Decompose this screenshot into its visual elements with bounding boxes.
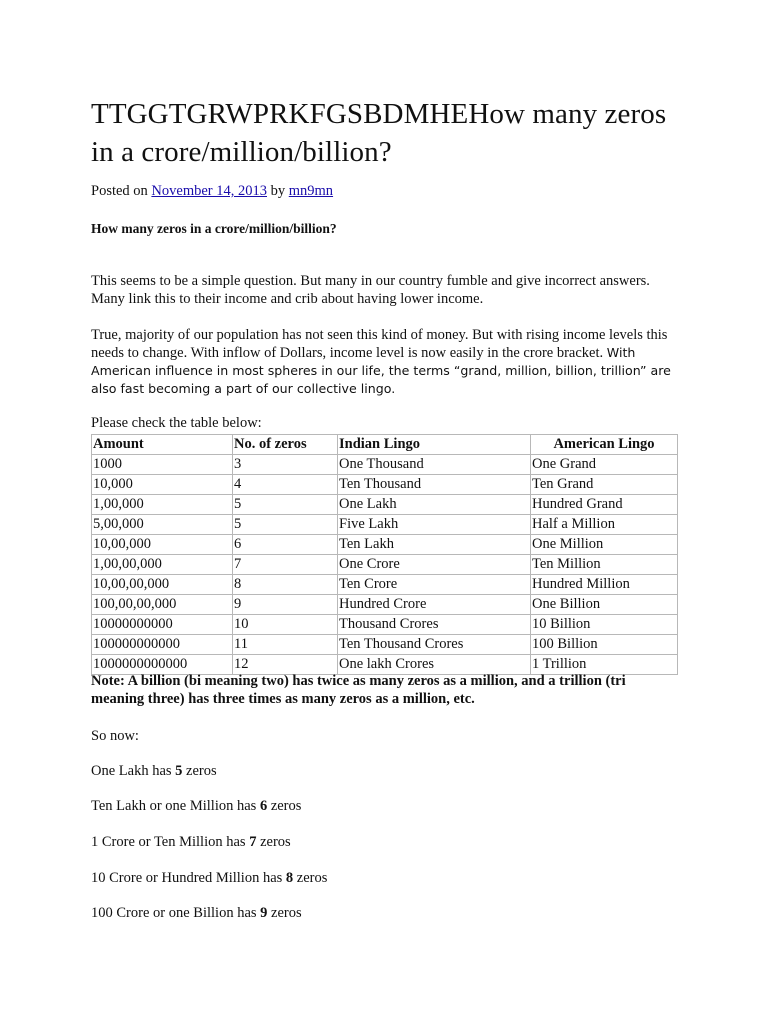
cell-zeros: 6 bbox=[233, 535, 338, 555]
cell-indian-lingo: Five Lakh bbox=[338, 515, 531, 535]
summary-zero-count: 5 bbox=[175, 763, 183, 779]
post-date-link[interactable]: November 14, 2013 bbox=[151, 183, 267, 199]
table-intro: Please check the table below: bbox=[91, 415, 262, 431]
page-title: TTGGTGRWPRKFGSBDMHEHow many zeros in a crore/million/billion? bbox=[91, 98, 667, 168]
summary-text: One Lakh has bbox=[91, 763, 176, 779]
table-header-row bbox=[92, 435, 678, 455]
cell-american-lingo: One Grand bbox=[531, 455, 678, 475]
summary-zero-count: 9 bbox=[260, 905, 268, 921]
cell-american-lingo: Hundred Million bbox=[531, 575, 678, 595]
cell-amount: 5,00,000 bbox=[92, 515, 233, 535]
table-row bbox=[92, 575, 678, 595]
summary-line bbox=[91, 904, 302, 922]
zeros-table bbox=[91, 434, 678, 675]
cell-zeros: 5 bbox=[233, 495, 338, 515]
summary-zero-count: 8 bbox=[285, 870, 294, 886]
intro-paragraph: This seems to be a simple question. But many in our country fumble and give incorrect answers. Many link this to their income and crib about having lower income. bbox=[91, 273, 650, 307]
cell-zeros: 4 bbox=[233, 475, 338, 495]
cell-amount: 10,00,000 bbox=[92, 535, 233, 555]
cell-zeros: 12 bbox=[233, 655, 338, 675]
cell-american-lingo: 10 Billion bbox=[531, 615, 678, 635]
cell-amount: 1,00,00,000 bbox=[92, 555, 233, 575]
post-meta bbox=[91, 182, 333, 200]
header-indian-lingo: Indian Lingo bbox=[338, 435, 531, 455]
cell-indian-lingo: One Crore bbox=[338, 555, 531, 575]
cell-indian-lingo: Ten Thousand bbox=[338, 475, 531, 495]
cell-american-lingo: Half a Million bbox=[531, 515, 678, 535]
cell-zeros: 8 bbox=[233, 575, 338, 595]
summary-suffix: zeros bbox=[267, 798, 302, 814]
cell-american-lingo: 1 Trillion bbox=[531, 655, 678, 675]
summary-text: 1 Crore or Ten Million has bbox=[91, 834, 250, 850]
summary-line bbox=[91, 762, 217, 780]
header-american-lingo: American Lingo bbox=[531, 435, 678, 455]
cell-indian-lingo: One Thousand bbox=[338, 455, 531, 475]
note-text: Note: A billion (bi meaning two) has twice as many zeros as a million, and a trillion (tri meaning three) has three times as many zeros as a million, etc. bbox=[91, 673, 626, 707]
summary-text: 100 Crore or one Billion has bbox=[91, 905, 261, 921]
cell-amount: 1000000000000 bbox=[92, 655, 233, 675]
income-paragraph bbox=[91, 326, 681, 398]
by-label: by bbox=[267, 183, 289, 199]
summary-suffix: zeros bbox=[267, 905, 302, 921]
cell-american-lingo: Ten Million bbox=[531, 555, 678, 575]
so-now-text: So now: bbox=[91, 728, 139, 744]
income-paragraph-sans: With American influence in most spheres in our life, the terms “grand, million, billion, trillion” are also fast becoming a part of our collective lingo. bbox=[91, 345, 671, 396]
summary-line bbox=[91, 797, 301, 815]
table-row bbox=[92, 535, 678, 555]
table-row bbox=[92, 455, 678, 475]
summary-text: Ten Lakh or one Million has bbox=[91, 798, 260, 814]
cell-zeros: 7 bbox=[233, 555, 338, 575]
cell-amount: 1000 bbox=[92, 455, 233, 475]
summary-line bbox=[91, 869, 327, 887]
table-row bbox=[92, 495, 678, 515]
table-row bbox=[92, 555, 678, 575]
cell-zeros: 9 bbox=[233, 595, 338, 615]
cell-zeros: 10 bbox=[233, 615, 338, 635]
cell-amount: 100,00,00,000 bbox=[92, 595, 233, 615]
income-paragraph-serif: True, majority of our population has not seen this kind of money. But with rising income levels this needs to change. With inflow of Dollars, income level is now easily in the crore bracket. bbox=[91, 327, 668, 361]
table-row bbox=[92, 475, 678, 495]
table-row bbox=[92, 515, 678, 535]
summary-suffix: zeros bbox=[182, 763, 217, 779]
cell-indian-lingo: Hundred Crore bbox=[338, 595, 531, 615]
cell-american-lingo: Ten Grand bbox=[531, 475, 678, 495]
summary-zero-count: 7 bbox=[249, 834, 257, 850]
summary-line bbox=[91, 833, 291, 851]
cell-zeros: 11 bbox=[233, 635, 338, 655]
summary-zero-count: 6 bbox=[259, 798, 268, 814]
cell-amount: 10,00,00,000 bbox=[92, 575, 233, 595]
summary-suffix: zeros bbox=[256, 834, 291, 850]
cell-amount: 100000000000 bbox=[92, 635, 233, 655]
cell-american-lingo: One Billion bbox=[531, 595, 678, 615]
header-amount: Amount bbox=[92, 435, 233, 455]
cell-indian-lingo: Thousand Crores bbox=[338, 615, 531, 635]
cell-indian-lingo: Ten Lakh bbox=[338, 535, 531, 555]
cell-amount: 1,00,000 bbox=[92, 495, 233, 515]
cell-american-lingo: Hundred Grand bbox=[531, 495, 678, 515]
cell-indian-lingo: One Lakh bbox=[338, 495, 531, 515]
cell-indian-lingo: One lakh Crores bbox=[338, 655, 531, 675]
cell-american-lingo: One Million bbox=[531, 535, 678, 555]
header-zeros: No. of zeros bbox=[233, 435, 338, 455]
summary-text: 10 Crore or Hundred Million has bbox=[91, 870, 286, 886]
cell-amount: 10,000 bbox=[92, 475, 233, 495]
cell-amount: 10000000000 bbox=[92, 615, 233, 635]
cell-american-lingo: 100 Billion bbox=[531, 635, 678, 655]
author-link[interactable]: mn9mn bbox=[288, 183, 334, 199]
table-row bbox=[92, 615, 678, 635]
summary-suffix: zeros bbox=[293, 870, 328, 886]
table-row bbox=[92, 595, 678, 615]
subheading: How many zeros in a crore/million/billion? bbox=[91, 221, 337, 236]
cell-zeros: 5 bbox=[233, 515, 338, 535]
cell-indian-lingo: Ten Crore bbox=[338, 575, 531, 595]
cell-zeros: 3 bbox=[233, 455, 338, 475]
cell-indian-lingo: Ten Thousand Crores bbox=[338, 635, 531, 655]
table-row bbox=[92, 635, 678, 655]
posted-on-label: Posted on bbox=[91, 183, 152, 199]
